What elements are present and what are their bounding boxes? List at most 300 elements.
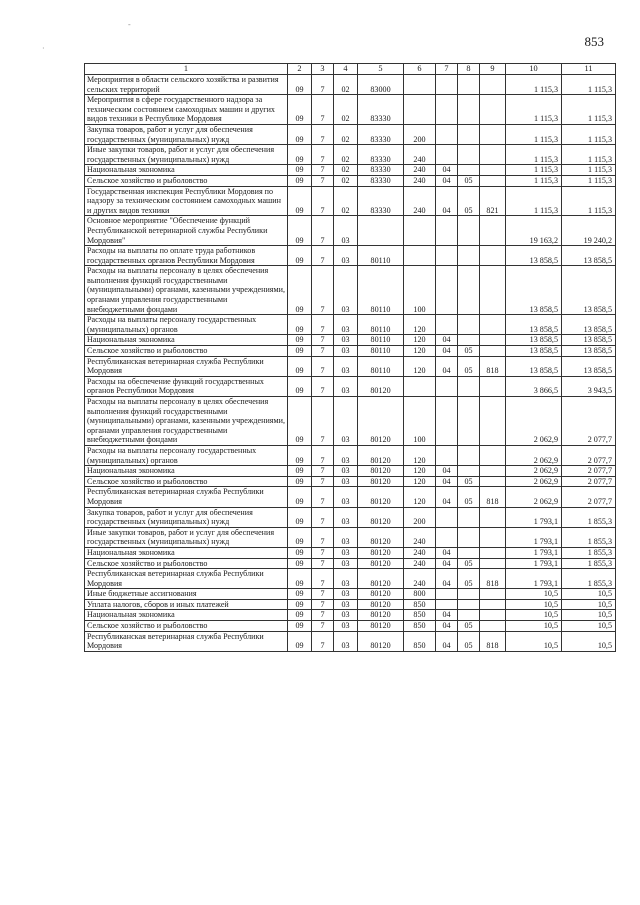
cell-om-code: 02	[334, 124, 358, 144]
cell-rz-code	[436, 216, 458, 246]
cell-om-code: 03	[334, 246, 358, 266]
cell-grbs-code: 818	[480, 631, 506, 651]
cell-rz-code	[436, 397, 458, 446]
cell-amount-year-2: 13 858,5	[562, 356, 616, 376]
cell-amount-year-2: 10,5	[562, 621, 616, 632]
cell-amount-year-2: 13 858,5	[562, 346, 616, 357]
cell-line-name: Республиканская ветеринарная служба Республики Мордовия	[85, 569, 288, 589]
cell-pp-code: 7	[312, 631, 334, 651]
table-row	[85, 621, 616, 632]
cell-grbs-code	[480, 346, 506, 357]
cell-grbs-code	[480, 175, 506, 186]
cell-rz-code	[436, 376, 458, 396]
cell-line-name: Расходы на выплаты по оплате труда работников государственных органов Республики Мордовия	[85, 246, 288, 266]
cell-vr-code: 240	[404, 145, 436, 165]
table-row	[85, 547, 616, 558]
cell-gp-code: 09	[288, 599, 312, 610]
cell-vr-code: 240	[404, 558, 436, 569]
cell-rz-code	[436, 589, 458, 600]
cell-pr-code	[458, 335, 480, 346]
cell-amount-year-1: 2 062,9	[506, 445, 562, 465]
cell-direction-code: 80110	[358, 346, 404, 357]
cell-amount-year-1: 1 793,1	[506, 507, 562, 527]
cell-om-code: 03	[334, 547, 358, 558]
cell-amount-year-1: 1 115,3	[506, 124, 562, 144]
cell-direction-code: 80120	[358, 558, 404, 569]
cell-grbs-code	[480, 216, 506, 246]
cell-amount-year-1: 13 858,5	[506, 246, 562, 266]
cell-gp-code: 09	[288, 589, 312, 600]
cell-rz-code	[436, 507, 458, 527]
cell-amount-year-2: 13 858,5	[562, 266, 616, 315]
cell-line-name: Государственная инспекция Республики Мордовия по надзору за техническим состоянием самоходных машин и других видов техники	[85, 186, 288, 216]
cell-line-name: Закупка товаров, работ и услуг для обеспечения государственных (муниципальных) нужд	[85, 507, 288, 527]
cell-line-name: Расходы на выплаты персоналу государственных (муниципальных) органов	[85, 315, 288, 335]
cell-amount-year-2: 1 115,3	[562, 165, 616, 176]
cell-pr-code	[458, 165, 480, 176]
cell-amount-year-1: 2 062,9	[506, 476, 562, 487]
cell-rz-code: 04	[436, 165, 458, 176]
cell-amount-year-1: 10,5	[506, 621, 562, 632]
cell-grbs-code	[480, 335, 506, 346]
cell-pr-code	[458, 507, 480, 527]
cell-line-name: Сельское хозяйство и рыболовство	[85, 476, 288, 487]
header-cell-vr-code: 6	[404, 64, 436, 75]
scan-mark: ·	[42, 44, 45, 53]
cell-pr-code	[458, 610, 480, 621]
table-row	[85, 466, 616, 477]
cell-direction-code: 80120	[358, 589, 404, 600]
table-row	[85, 376, 616, 396]
header-cell-grbs-code: 9	[480, 64, 506, 75]
cell-line-name: Республиканская ветеринарная служба Республики Мордовия	[85, 356, 288, 376]
cell-line-name: Расходы на обеспечение функций государственных органов Республики Мордовия	[85, 376, 288, 396]
cell-amount-year-1: 2 062,9	[506, 487, 562, 507]
cell-gp-code: 09	[288, 165, 312, 176]
cell-rz-code: 04	[436, 186, 458, 216]
cell-grbs-code	[480, 75, 506, 95]
cell-pr-code: 05	[458, 346, 480, 357]
table-row	[85, 631, 616, 651]
cell-amount-year-1: 19 163,2	[506, 216, 562, 246]
cell-rz-code: 04	[436, 356, 458, 376]
cell-pp-code: 7	[312, 547, 334, 558]
cell-grbs-code	[480, 599, 506, 610]
cell-grbs-code	[480, 397, 506, 446]
cell-amount-year-1: 1 793,1	[506, 558, 562, 569]
cell-pr-code	[458, 376, 480, 396]
cell-pr-code: 05	[458, 569, 480, 589]
cell-gp-code: 09	[288, 527, 312, 547]
cell-pr-code	[458, 124, 480, 144]
cell-rz-code: 04	[436, 466, 458, 477]
table-row	[85, 346, 616, 357]
cell-pp-code: 7	[312, 589, 334, 600]
cell-vr-code: 240	[404, 569, 436, 589]
cell-vr-code: 120	[404, 445, 436, 465]
cell-pp-code: 7	[312, 75, 334, 95]
cell-gp-code: 09	[288, 466, 312, 477]
cell-vr-code: 240	[404, 175, 436, 186]
header-cell-pr-code: 8	[458, 64, 480, 75]
cell-direction-code: 80110	[358, 335, 404, 346]
cell-direction-code: 80110	[358, 356, 404, 376]
cell-grbs-code	[480, 315, 506, 335]
cell-om-code: 03	[334, 216, 358, 246]
header-cell-amount-year-2: 11	[562, 64, 616, 75]
cell-pp-code: 7	[312, 558, 334, 569]
cell-amount-year-2: 13 858,5	[562, 335, 616, 346]
cell-gp-code: 09	[288, 95, 312, 125]
cell-pp-code: 7	[312, 315, 334, 335]
cell-amount-year-2: 19 240,2	[562, 216, 616, 246]
cell-amount-year-2: 1 855,3	[562, 547, 616, 558]
table-row	[85, 356, 616, 376]
cell-rz-code: 04	[436, 569, 458, 589]
cell-amount-year-1: 10,5	[506, 631, 562, 651]
cell-amount-year-2: 1 115,3	[562, 145, 616, 165]
cell-grbs-code	[480, 589, 506, 600]
cell-pp-code: 7	[312, 397, 334, 446]
cell-rz-code: 04	[436, 558, 458, 569]
cell-pr-code	[458, 599, 480, 610]
cell-om-code: 03	[334, 466, 358, 477]
table-row	[85, 186, 616, 216]
cell-pp-code: 7	[312, 599, 334, 610]
table-row	[85, 216, 616, 246]
cell-gp-code: 09	[288, 476, 312, 487]
cell-pp-code: 7	[312, 266, 334, 315]
cell-om-code: 03	[334, 599, 358, 610]
cell-grbs-code	[480, 527, 506, 547]
cell-amount-year-2: 10,5	[562, 589, 616, 600]
table-row	[85, 569, 616, 589]
cell-direction-code: 80120	[358, 466, 404, 477]
cell-amount-year-2: 10,5	[562, 599, 616, 610]
cell-pr-code	[458, 466, 480, 477]
cell-vr-code: 100	[404, 266, 436, 315]
cell-direction-code: 80120	[358, 445, 404, 465]
cell-om-code: 02	[334, 165, 358, 176]
cell-amount-year-1: 13 858,5	[506, 266, 562, 315]
cell-rz-code: 04	[436, 610, 458, 621]
cell-rz-code	[436, 75, 458, 95]
cell-grbs-code	[480, 547, 506, 558]
cell-amount-year-2: 2 077,7	[562, 466, 616, 477]
cell-amount-year-2: 10,5	[562, 631, 616, 651]
table-row	[85, 246, 616, 266]
cell-pp-code: 7	[312, 246, 334, 266]
cell-gp-code: 09	[288, 246, 312, 266]
cell-line-name: Национальная экономика	[85, 466, 288, 477]
cell-pp-code: 7	[312, 621, 334, 632]
cell-gp-code: 09	[288, 631, 312, 651]
cell-pp-code: 7	[312, 445, 334, 465]
cell-amount-year-1: 2 062,9	[506, 397, 562, 446]
header-cell-direction-code: 5	[358, 64, 404, 75]
cell-grbs-code	[480, 476, 506, 487]
cell-pp-code: 7	[312, 186, 334, 216]
cell-om-code: 03	[334, 346, 358, 357]
cell-amount-year-1: 10,5	[506, 599, 562, 610]
cell-rz-code: 04	[436, 621, 458, 632]
cell-amount-year-1: 1 793,1	[506, 569, 562, 589]
cell-line-name: Сельское хозяйство и рыболовство	[85, 621, 288, 632]
table-row	[85, 527, 616, 547]
cell-pp-code: 7	[312, 216, 334, 246]
cell-pp-code: 7	[312, 569, 334, 589]
cell-om-code: 03	[334, 631, 358, 651]
cell-om-code: 02	[334, 175, 358, 186]
cell-rz-code	[436, 266, 458, 315]
cell-direction-code: 80120	[358, 621, 404, 632]
cell-gp-code: 09	[288, 216, 312, 246]
cell-gp-code: 09	[288, 356, 312, 376]
cell-vr-code: 200	[404, 124, 436, 144]
cell-vr-code: 240	[404, 527, 436, 547]
cell-line-name: Национальная экономика	[85, 610, 288, 621]
cell-vr-code	[404, 246, 436, 266]
cell-pr-code: 05	[458, 476, 480, 487]
table-row	[85, 175, 616, 186]
cell-pr-code: 05	[458, 356, 480, 376]
cell-direction-code: 80120	[358, 397, 404, 446]
cell-gp-code: 09	[288, 569, 312, 589]
cell-line-name: Расходы на выплаты персоналу в целях обеспечения выполнения функций государственными (муниципальными) органами, казенными учреждениями, органами управления государственными внебюджетными фондами	[85, 266, 288, 315]
table-row	[85, 558, 616, 569]
cell-rz-code	[436, 527, 458, 547]
cell-amount-year-2: 1 115,3	[562, 175, 616, 186]
cell-line-name: Национальная экономика	[85, 547, 288, 558]
cell-amount-year-2: 1 855,3	[562, 558, 616, 569]
cell-grbs-code	[480, 165, 506, 176]
cell-pr-code	[458, 527, 480, 547]
cell-amount-year-1: 13 858,5	[506, 335, 562, 346]
table-row	[85, 476, 616, 487]
table-row	[85, 507, 616, 527]
cell-om-code: 03	[334, 558, 358, 569]
cell-pp-code: 7	[312, 95, 334, 125]
cell-pr-code: 05	[458, 621, 480, 632]
cell-pr-code: 05	[458, 487, 480, 507]
cell-rz-code: 04	[436, 335, 458, 346]
cell-gp-code: 09	[288, 346, 312, 357]
cell-grbs-code	[480, 466, 506, 477]
cell-vr-code: 800	[404, 589, 436, 600]
cell-amount-year-2: 1 115,3	[562, 95, 616, 125]
cell-vr-code: 120	[404, 466, 436, 477]
cell-grbs-code: 818	[480, 487, 506, 507]
cell-om-code: 02	[334, 186, 358, 216]
table-row	[85, 599, 616, 610]
cell-om-code: 03	[334, 397, 358, 446]
cell-line-name: Сельское хозяйство и рыболовство	[85, 175, 288, 186]
cell-direction-code: 80120	[358, 476, 404, 487]
cell-om-code: 03	[334, 376, 358, 396]
cell-line-name: Расходы на выплаты персоналу в целях обеспечения выполнения функций государственными (муниципальными) органами, казенными учреждениями, органами управления государственными внебюджетными фондами	[85, 397, 288, 446]
table-row	[85, 445, 616, 465]
cell-grbs-code	[480, 95, 506, 125]
cell-line-name: Расходы на выплаты персоналу государственных (муниципальных) органов	[85, 445, 288, 465]
cell-amount-year-2: 13 858,5	[562, 315, 616, 335]
cell-vr-code: 240	[404, 165, 436, 176]
cell-pr-code	[458, 246, 480, 266]
cell-direction-code: 80120	[358, 569, 404, 589]
cell-grbs-code: 821	[480, 186, 506, 216]
cell-rz-code: 04	[436, 175, 458, 186]
cell-pr-code	[458, 145, 480, 165]
cell-gp-code: 09	[288, 445, 312, 465]
header-cell-gp-code: 2	[288, 64, 312, 75]
cell-om-code: 03	[334, 356, 358, 376]
cell-amount-year-2: 1 115,3	[562, 186, 616, 216]
cell-rz-code	[436, 95, 458, 125]
cell-vr-code: 240	[404, 186, 436, 216]
cell-pr-code	[458, 397, 480, 446]
cell-om-code: 02	[334, 145, 358, 165]
cell-om-code: 03	[334, 589, 358, 600]
table-row	[85, 610, 616, 621]
cell-amount-year-1: 10,5	[506, 589, 562, 600]
cell-direction-code: 83330	[358, 95, 404, 125]
cell-pp-code: 7	[312, 487, 334, 507]
cell-vr-code: 120	[404, 346, 436, 357]
cell-vr-code: 120	[404, 356, 436, 376]
cell-rz-code: 04	[436, 487, 458, 507]
table-row	[85, 266, 616, 315]
cell-line-name: Сельское хозяйство и рыболовство	[85, 346, 288, 357]
cell-om-code: 03	[334, 315, 358, 335]
cell-pr-code	[458, 445, 480, 465]
cell-rz-code	[436, 246, 458, 266]
cell-amount-year-2: 13 858,5	[562, 246, 616, 266]
cell-om-code: 02	[334, 95, 358, 125]
cell-direction-code: 83330	[358, 175, 404, 186]
cell-rz-code: 04	[436, 631, 458, 651]
cell-om-code: 03	[334, 476, 358, 487]
cell-direction-code: 80120	[358, 527, 404, 547]
cell-direction-code: 80110	[358, 246, 404, 266]
cell-grbs-code	[480, 266, 506, 315]
cell-line-name: Иные закупки товаров, работ и услуг для обеспечения государственных (муниципальных) нужд	[85, 527, 288, 547]
cell-vr-code: 120	[404, 476, 436, 487]
cell-pp-code: 7	[312, 527, 334, 547]
cell-vr-code: 120	[404, 335, 436, 346]
cell-amount-year-2: 10,5	[562, 610, 616, 621]
cell-rz-code	[436, 124, 458, 144]
cell-om-code: 03	[334, 610, 358, 621]
cell-gp-code: 09	[288, 186, 312, 216]
cell-om-code: 02	[334, 75, 358, 95]
cell-line-name: Национальная экономика	[85, 165, 288, 176]
cell-rz-code: 04	[436, 547, 458, 558]
cell-gp-code: 09	[288, 376, 312, 396]
cell-amount-year-1: 1 115,3	[506, 165, 562, 176]
table-row	[85, 124, 616, 144]
cell-gp-code: 09	[288, 547, 312, 558]
cell-grbs-code	[480, 145, 506, 165]
cell-pr-code	[458, 315, 480, 335]
table-row	[85, 315, 616, 335]
cell-pp-code: 7	[312, 610, 334, 621]
cell-line-name: Мероприятия в области сельского хозяйства и развития сельских территорий	[85, 75, 288, 95]
cell-gp-code: 09	[288, 397, 312, 446]
cell-rz-code	[436, 315, 458, 335]
cell-amount-year-1: 2 062,9	[506, 466, 562, 477]
cell-pp-code: 7	[312, 145, 334, 165]
table-row	[85, 589, 616, 600]
cell-direction-code: 80120	[358, 547, 404, 558]
cell-gp-code: 09	[288, 175, 312, 186]
cell-rz-code: 04	[436, 346, 458, 357]
cell-amount-year-2: 2 077,7	[562, 487, 616, 507]
cell-line-name: Национальная экономика	[85, 335, 288, 346]
cell-grbs-code	[480, 445, 506, 465]
header-row	[85, 64, 616, 75]
cell-pp-code: 7	[312, 124, 334, 144]
cell-line-name: Уплата налогов, сборов и иных платежей	[85, 599, 288, 610]
cell-line-name: Республиканская ветеринарная служба Республики Мордовия	[85, 631, 288, 651]
cell-vr-code: 240	[404, 547, 436, 558]
cell-direction-code: 80120	[358, 376, 404, 396]
table-row	[85, 397, 616, 446]
cell-om-code: 03	[334, 621, 358, 632]
cell-pr-code: 05	[458, 558, 480, 569]
cell-pp-code: 7	[312, 165, 334, 176]
cell-amount-year-1: 10,5	[506, 610, 562, 621]
cell-line-name: Иные закупки товаров, работ и услуг для обеспечения государственных (муниципальных) нужд	[85, 145, 288, 165]
cell-pp-code: 7	[312, 346, 334, 357]
cell-pp-code: 7	[312, 356, 334, 376]
cell-amount-year-1: 3 866,5	[506, 376, 562, 396]
cell-grbs-code: 818	[480, 569, 506, 589]
header-cell-om-code: 4	[334, 64, 358, 75]
cell-amount-year-1: 1 793,1	[506, 527, 562, 547]
header-cell-rz-code: 7	[436, 64, 458, 75]
cell-pr-code	[458, 216, 480, 246]
table-row	[85, 335, 616, 346]
cell-line-name: Республиканская ветеринарная служба Республики Мордовия	[85, 487, 288, 507]
cell-amount-year-1: 1 115,3	[506, 75, 562, 95]
cell-gp-code: 09	[288, 558, 312, 569]
cell-pr-code	[458, 75, 480, 95]
cell-amount-year-1: 13 858,5	[506, 346, 562, 357]
cell-direction-code: 83330	[358, 124, 404, 144]
cell-om-code: 03	[334, 335, 358, 346]
cell-gp-code: 09	[288, 266, 312, 315]
cell-direction-code: 80110	[358, 266, 404, 315]
cell-amount-year-1: 1 115,3	[506, 175, 562, 186]
cell-pr-code	[458, 589, 480, 600]
cell-om-code: 03	[334, 487, 358, 507]
cell-gp-code: 09	[288, 145, 312, 165]
cell-line-name: Иные бюджетные ассигнования	[85, 589, 288, 600]
cell-om-code: 03	[334, 507, 358, 527]
cell-amount-year-2: 1 115,3	[562, 124, 616, 144]
cell-grbs-code	[480, 376, 506, 396]
cell-direction-code: 80110	[358, 315, 404, 335]
cell-gp-code: 09	[288, 487, 312, 507]
page-number: 853	[584, 34, 604, 49]
cell-rz-code	[436, 599, 458, 610]
cell-pp-code: 7	[312, 175, 334, 186]
cell-direction-code: 80120	[358, 507, 404, 527]
header-cell-pp-code: 3	[312, 64, 334, 75]
table-row	[85, 145, 616, 165]
cell-amount-year-1: 13 858,5	[506, 356, 562, 376]
cell-amount-year-2: 3 943,5	[562, 376, 616, 396]
cell-om-code: 03	[334, 569, 358, 589]
